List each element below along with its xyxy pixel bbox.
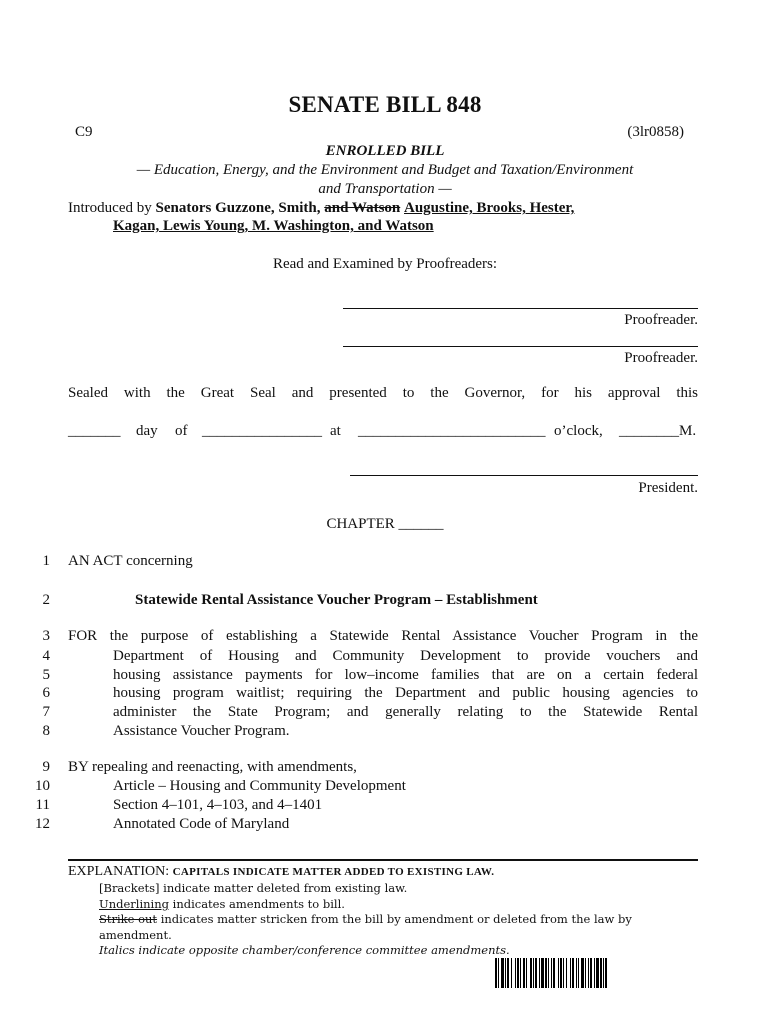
subject-code: C9	[75, 124, 93, 140]
chapter-line: CHAPTER ______	[326, 516, 444, 532]
enrolled-label: ENROLLED BILL	[325, 143, 445, 159]
purpose-line: housing program waitlist; requiring the Department and public housing agencies to	[113, 685, 698, 701]
line-number: 2	[42, 592, 50, 608]
proofreaders-heading: Read and Examined by Proofreaders:	[272, 256, 498, 272]
amendment-clause: Annotated Code of Maryland	[113, 816, 290, 832]
sealed-statement: Sealed with the Great Seal and presented to the Governor, for his approval this	[68, 385, 698, 401]
line-number: 9	[42, 759, 50, 775]
line-number: 4	[42, 648, 50, 664]
explanation-underlining	[99, 897, 345, 912]
committee-line-2: and Transportation —	[318, 181, 452, 197]
day-blank: _______	[68, 423, 121, 439]
committee-names	[60, 161, 710, 199]
committee-line-1: — Education, Energy, and the Environment and Budget and Taxation/Environment	[136, 162, 634, 178]
explanation-caps: CAPITALS INDICATE MATTER ADDED TO EXISTING LAW.	[172, 866, 495, 878]
barcode	[495, 958, 679, 988]
struck-sponsors: and Watson	[324, 200, 401, 216]
introduced-by-line-1	[68, 200, 574, 217]
president-signature-line	[350, 475, 698, 476]
proofreader-label-2: Proofreader.	[624, 350, 698, 366]
purpose-line: FOR the purpose of establishing a Statewide Rental Assistance Voucher Program in the	[68, 628, 698, 644]
original-sponsors: Senators Guzzone, Smith,	[155, 200, 321, 216]
underlining-rest: indicates amendments to bill.	[168, 897, 345, 911]
proofreader-signature-line-1	[343, 308, 698, 309]
oclock-word: o’clock,	[554, 423, 603, 439]
explanation-strike-cont: amendment.	[99, 928, 172, 942]
meridiem-blank: ________M.	[619, 423, 697, 439]
explanation-label: EXPLANATION:	[68, 864, 173, 879]
explanation-heading	[68, 864, 494, 880]
at-word: at	[330, 423, 341, 439]
purpose-line: housing assistance payments for low–income families that are on a certain federal	[113, 667, 698, 683]
line-number: 3	[42, 628, 50, 644]
at-blank: _________________________	[358, 423, 546, 439]
strike-rest: indicates matter stricken from the bill by amendment or deleted from the law by	[157, 912, 632, 926]
purpose-line: Department of Housing and Community Development to provide vouchers and	[113, 648, 698, 664]
underlining-word: Underlining	[99, 897, 169, 911]
explanation-italics: Italics indicate opposite chamber/conference committee amendments.	[99, 943, 510, 957]
brackets-word: [Brackets]	[99, 881, 160, 895]
proofreader-label-1: Proofreader.	[624, 312, 698, 328]
line-number: 1	[42, 553, 50, 569]
strike-word: Strike out	[99, 912, 158, 926]
line-number: 6	[42, 685, 50, 701]
explanation-strike	[99, 912, 632, 927]
line-number: 11	[35, 797, 50, 813]
introduced-by-line-2	[113, 218, 434, 235]
amendment-clause: Article – Housing and Community Development	[113, 778, 406, 794]
line-number: 5	[42, 667, 50, 683]
explanation-brackets	[99, 881, 407, 896]
introduced-by-prefix: Introduced by	[68, 200, 156, 216]
drafting-number: (3lr0858)	[627, 124, 684, 140]
line-number: 12	[35, 816, 50, 832]
day-word: day	[136, 423, 158, 439]
proofreader-signature-line-2	[343, 346, 698, 347]
added-sponsors-2: Kagan, Lewis Young, M. Washington, and Watson	[113, 218, 434, 234]
line-number: 10	[35, 778, 50, 794]
of-word: of	[175, 423, 188, 439]
purpose-line: Assistance Voucher Program.	[113, 723, 290, 739]
line-number: 8	[42, 723, 50, 739]
line-number: 7	[42, 704, 50, 720]
bill-short-title: Statewide Rental Assistance Voucher Program – Establishment	[135, 592, 538, 608]
brackets-rest: indicate matter deleted from existing law.	[159, 881, 408, 895]
amendment-clause: BY repealing and reenacting, with amendments,	[68, 759, 357, 775]
act-concerning: AN ACT concerning	[68, 553, 193, 569]
added-sponsors-1: Augustine, Brooks, Hester,	[404, 200, 575, 216]
explanation-rule	[68, 859, 698, 861]
bill-title: SENATE BILL 848	[288, 92, 482, 117]
amendment-clause: Section 4–101, 4–103, and 4–1401	[113, 797, 323, 813]
of-blank: ________________	[202, 423, 322, 439]
president-label: President.	[638, 480, 698, 496]
purpose-line: administer the State Program; and generally relating to the Statewide Rental	[113, 704, 698, 720]
